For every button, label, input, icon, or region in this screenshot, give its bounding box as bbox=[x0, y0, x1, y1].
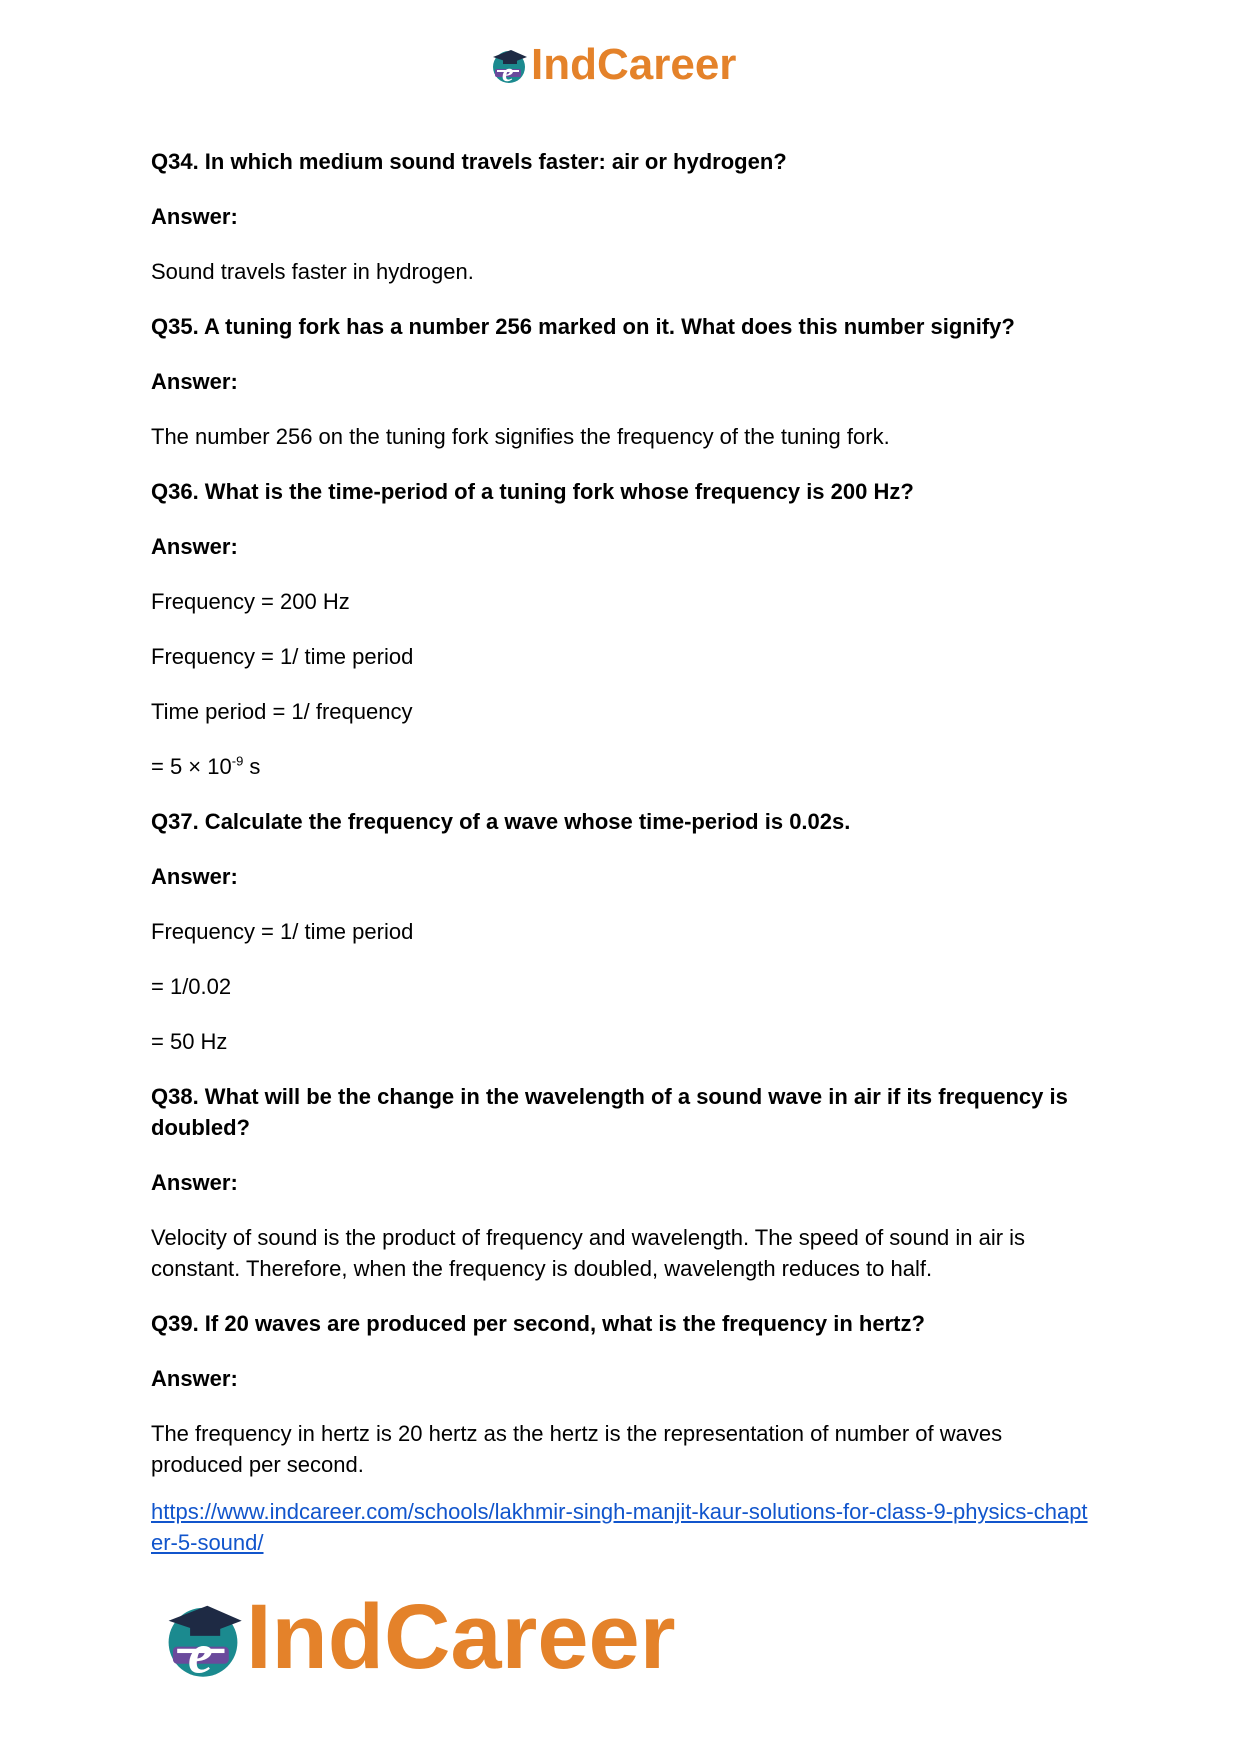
answer-label: Answer: bbox=[151, 534, 238, 559]
answer-text: The number 256 on the tuning fork signifies the frequency of the tuning fork. bbox=[151, 424, 890, 449]
graduation-cap-book-icon bbox=[160, 1595, 246, 1681]
answer-line: = 50 Hz bbox=[151, 1029, 228, 1054]
answer-text: Velocity of sound is the product of frequency and wavelength. The speed of sound in air is constant. Therefore, when the frequency is doubled, wavelength reduces to half. bbox=[151, 1225, 1026, 1281]
graduation-cap-book-icon bbox=[489, 45, 529, 85]
answer-line: Frequency = 1/ time period bbox=[151, 919, 414, 944]
header-logo bbox=[489, 40, 736, 90]
answer-label: Answer: bbox=[151, 204, 238, 229]
question-37: Q37. Calculate the frequency of a wave whose time-period is 0.02s. bbox=[151, 809, 851, 834]
answer-text: Sound travels faster in hydrogen. bbox=[151, 259, 474, 284]
answer-exponent: -9 bbox=[231, 753, 244, 769]
question-39: Q39. If 20 waves are produced per second, what is the frequency in hertz? bbox=[151, 1311, 925, 1336]
answer-text: The frequency in hertz is 20 hertz as the hertz is the representation of number of waves produced per second. bbox=[151, 1421, 1003, 1477]
answer-line: Frequency = 1/ time period bbox=[151, 644, 414, 669]
source-link[interactable]: https://www.indcareer.com/schools/lakhmir-singh-manjit-kaur-solutions-for-class-9-physics-chapter-5-sound/ bbox=[151, 1499, 1088, 1555]
answer-label: Answer: bbox=[151, 864, 238, 889]
question-36: Q36. What is the time-period of a tuning fork whose frequency is 200 Hz? bbox=[151, 479, 914, 504]
answer-expression: = 5 × 10 bbox=[151, 754, 232, 779]
answer-label: Answer: bbox=[151, 369, 238, 394]
brand-name: IndCareer bbox=[531, 40, 737, 89]
answer-label: Answer: bbox=[151, 1170, 238, 1195]
footer-logo bbox=[160, 1585, 676, 1690]
question-34: Q34. In which medium sound travels faster: air or hydrogen? bbox=[151, 149, 787, 174]
answer-line: = 1/0.02 bbox=[151, 974, 232, 999]
answer-line: Time period = 1/ frequency bbox=[151, 699, 413, 724]
brand-name: IndCareer bbox=[246, 1586, 676, 1688]
brand-e-letter: e bbox=[502, 58, 514, 85]
question-38: Q38. What will be the change in the wavelength of a sound wave in air if its frequency is doubled? bbox=[151, 1084, 1068, 1140]
brand-e-letter: e bbox=[187, 1622, 213, 1681]
answer-label: Answer: bbox=[151, 1366, 238, 1391]
document-body bbox=[151, 146, 1096, 1558]
answer-line bbox=[151, 751, 1096, 782]
question-35: Q35. A tuning fork has a number 256 marked on it. What does this number signify? bbox=[151, 314, 1015, 339]
answer-unit: s bbox=[243, 754, 261, 779]
answer-line: Frequency = 200 Hz bbox=[151, 589, 350, 614]
